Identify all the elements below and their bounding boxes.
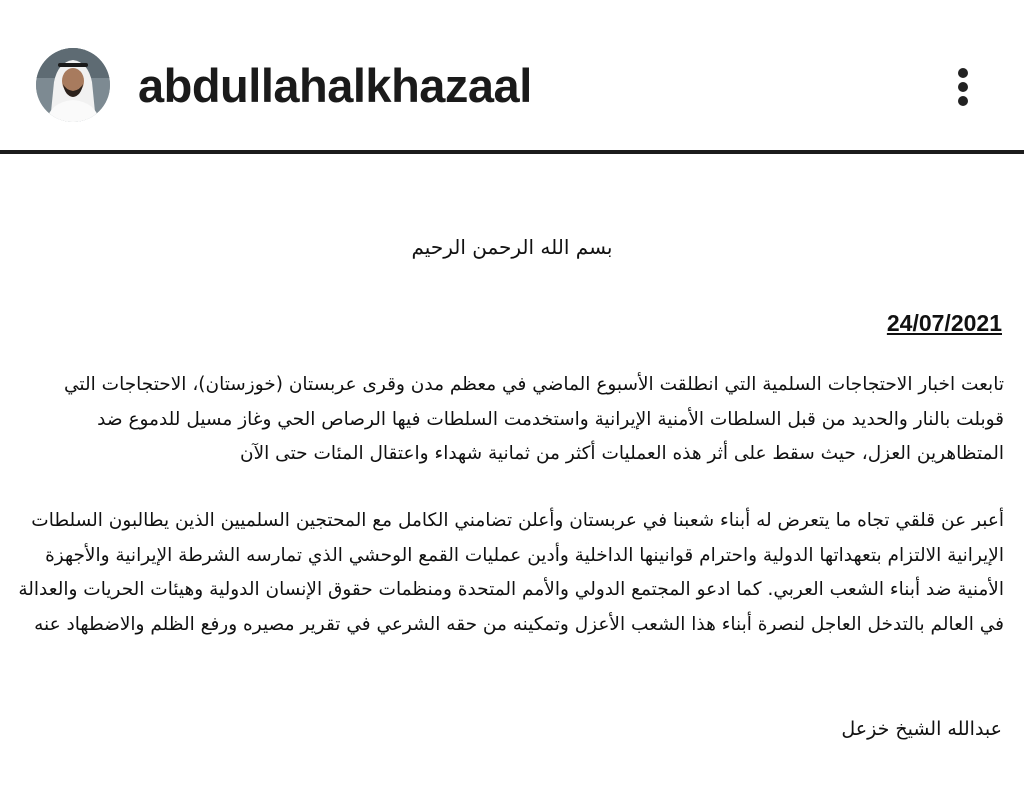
more-vertical-icon — [958, 96, 968, 106]
letter-image — [0, 154, 1024, 786]
letter-paragraph-1: تابعت اخبار الاحتجاجات السلمية التي انطلقت الأسبوع الماضي في معظم مدن وقرى عربستان (خوزستان)، الاحتجاجات التي قوبلت بالنار والحديد من قبل السلطات الأمنية الإيرانية واستخدمت السلطات فيها الرصاص الحي وغاز مسيل للدموع ضد المتظاهرين العزل، حيث سقط على أثر هذه العمليات أكثر من ثمانية شهداء واعتقال المئات حتى الآن — [64, 374, 1004, 464]
post-header — [0, 0, 1024, 150]
more-vertical-icon — [958, 68, 968, 78]
letter-date: 24/07/2021 — [886, 310, 1002, 336]
letter-paragraph-2: أعبر عن قلقي تجاه ما يتعرض له أبناء شعبنا في عربستان وأعلن تضامني الكامل مع المحتجين السلميين الذين يطالبون السلطات الإيرانية الالتزام بتعهداتها الدولية واحترام قوانينها الداخلية وأدين عمليات القمع الوحشي الذي تمارسه الشرطة الإيرانية والأجهزة الأمنية ضد أبناء الشعب العربي. كما ادعو المجتمع الدولي والأمم المتحدة ومنظمات حقوق الإنسان الدولية وهيئات الحريات والعدالة في العالم بالتدخل العاجل لنصرة أبناء هذا الشعب الأعزل وتمكينه من حقه الشرعي في تقرير مصيره ورفع الظلم والاضطهاد عنه — [18, 510, 1004, 635]
basmala-heading: بسم الله الرحمن الرحيم — [411, 235, 613, 259]
letter-signature: عبدالله الشيخ خزعل — [841, 718, 1002, 740]
user-avatar-icon — [36, 48, 110, 122]
more-options-button[interactable] — [944, 62, 984, 112]
avatar[interactable] — [36, 48, 110, 122]
more-vertical-icon — [958, 82, 968, 92]
profile-username[interactable]: abdullahalkhazaal — [138, 59, 532, 112]
